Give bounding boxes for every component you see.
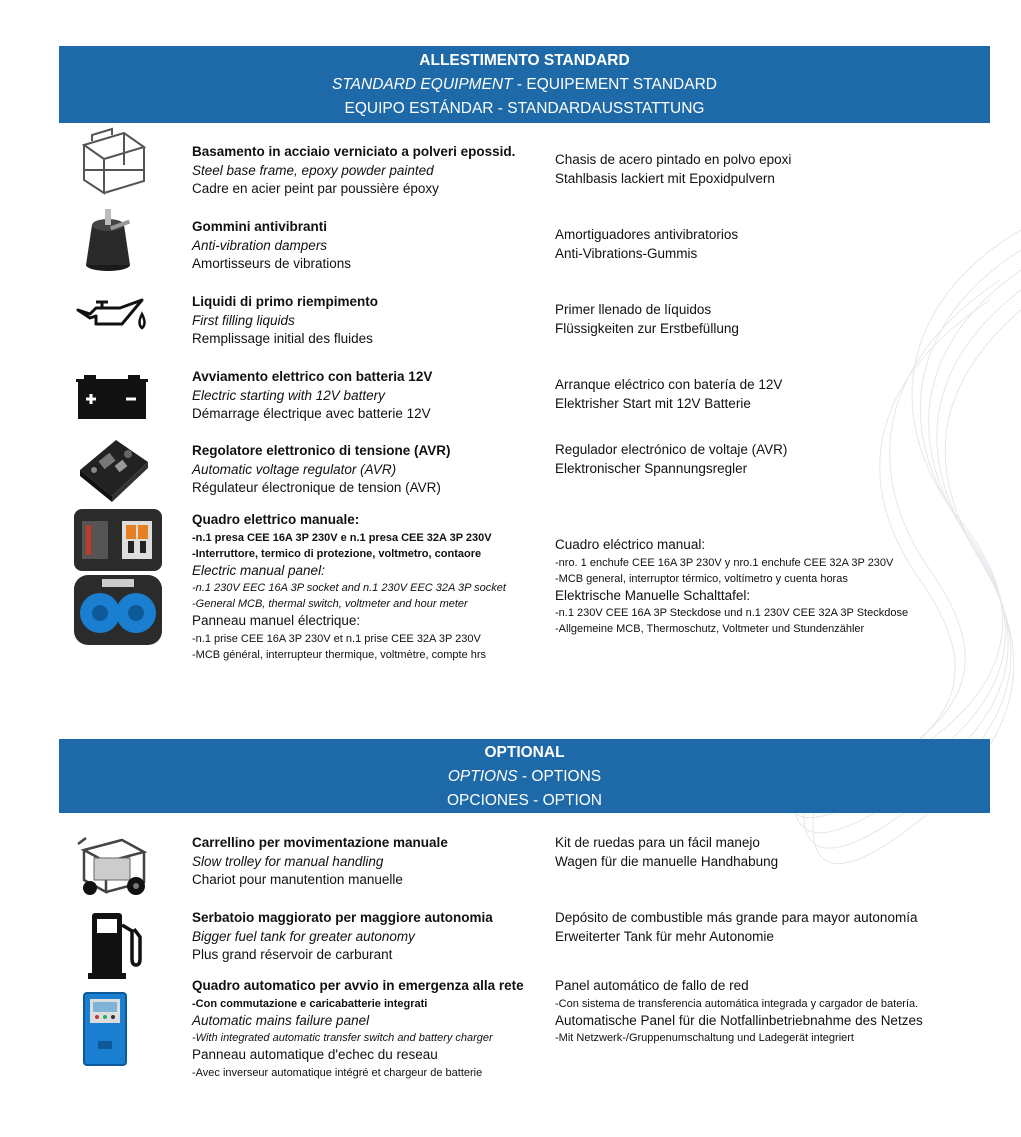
standard-item-en: Steel base frame, epoxy powder painted bbox=[192, 162, 434, 178]
trolley-frame-icon bbox=[72, 830, 152, 902]
optional-title-en: OPTIONS bbox=[447, 768, 518, 785]
standard-title-it: ALLESTIMENTO STANDARD bbox=[419, 52, 630, 69]
panel-spec-fr-2: -MCB général, interrupteur thermique, voltmètre, compte hrs bbox=[192, 648, 487, 661]
panel-spec-it-2: -Interruttore, termico di protezione, voltmetro, contaore bbox=[192, 547, 482, 560]
optional-banner bbox=[59, 739, 990, 813]
manual-panel-icon bbox=[72, 507, 164, 647]
standard-title-fr: - EQUIPEMENT STANDARD bbox=[512, 76, 717, 93]
panel-title-fr: Panneau manuel électrique: bbox=[192, 613, 361, 628]
optional-item-de: Wagen für die manuelle Handhabung bbox=[555, 853, 779, 869]
amf-spec-fr: -Avec inverseur automatique intégré et chargeur de batterie bbox=[192, 1066, 483, 1079]
standard-item-it: Regolatore elettronico di tensione (AVR) bbox=[192, 443, 451, 458]
panel-title-it: Quadro elettrico manuale: bbox=[192, 512, 360, 527]
standard-title-en: STANDARD EQUIPMENT bbox=[332, 76, 513, 93]
optional-title-es-de: OPCIONES - OPTION bbox=[446, 792, 602, 809]
amf-spec-es: -Con sistema de transferencia automática integrada y cargador de batería. bbox=[555, 997, 919, 1010]
standard-item-fr: Amortisseurs de vibrations bbox=[192, 256, 352, 271]
standard-item-it: Basamento in acciaio verniciato a polveri epossid. bbox=[192, 144, 516, 159]
standard-item-fr: Cadre en acier peint par poussière époxy bbox=[192, 181, 439, 196]
amf-title-fr: Panneau automatique d'echec du reseau bbox=[192, 1047, 438, 1062]
panel-title-de: Elektrische Manuelle Schalttafel: bbox=[555, 587, 751, 603]
standard-item-es: Arranque eléctrico con batería de 12V bbox=[555, 377, 783, 392]
standard-item-de: Flüssigkeiten zur Erstbefüllung bbox=[555, 320, 739, 336]
battery-icon bbox=[72, 367, 152, 422]
standard-item-de: Stahlbasis lackiert mit Epoxidpulvern bbox=[555, 170, 775, 186]
optional-item-es: Depósito de combustible más grande para mayor autonomía bbox=[555, 910, 918, 925]
standard-item-fr: Remplissage initial des fluides bbox=[192, 331, 373, 346]
panel-title-es: Cuadro eléctrico manual: bbox=[555, 537, 706, 552]
optional-title-it: OPTIONAL bbox=[484, 744, 565, 761]
standard-title-en-fr bbox=[59, 73, 990, 97]
oil-can-icon bbox=[72, 290, 152, 345]
standard-item-de: Elektronischer Spannungsregler bbox=[555, 460, 748, 476]
anti-vibration-damper-icon bbox=[72, 205, 152, 275]
standard-title-es-de: EQUIPO ESTÁNDAR - STANDARDAUSSTATTUNG bbox=[344, 100, 705, 117]
fuel-pump-icon bbox=[72, 909, 152, 981]
standard-item-es: Chasis de acero pintado en polvo epoxi bbox=[555, 152, 792, 167]
standard-item-fr: Démarrage électrique avec batterie 12V bbox=[192, 406, 431, 421]
standard-item-it: Gommini antivibranti bbox=[192, 219, 328, 234]
standard-item-de: Anti-Vibrations-Gummis bbox=[555, 245, 698, 261]
optional-item-en: Bigger fuel tank for greater autonomy bbox=[192, 928, 415, 944]
optional-item-fr: Chariot pour manutention manuelle bbox=[192, 872, 403, 887]
standard-item-es: Amortiguadores antivibratorios bbox=[555, 227, 739, 242]
panel-spec-de-2: -Allgemeine MCB, Thermoschutz, Voltmeter und Stundenzähler bbox=[555, 623, 865, 635]
standard-equipment-banner bbox=[59, 46, 990, 123]
panel-title-en: Electric manual panel: bbox=[192, 562, 325, 578]
optional-item-en: Slow trolley for manual handling bbox=[192, 853, 384, 869]
optional-item-de: Erweiterter Tank für mehr Autonomie bbox=[555, 928, 774, 944]
amf-title-de: Automatische Panel für die Notfallinbetriebnahme des Netzes bbox=[555, 1012, 923, 1028]
standard-item-en: First filling liquids bbox=[192, 312, 295, 328]
optional-title-en-fr bbox=[59, 765, 990, 789]
standard-item-fr: Régulateur électronique de tension (AVR) bbox=[192, 480, 441, 495]
amf-spec-de: -Mit Netzwerk-/Gruppenumschaltung und Ladegerät integriert bbox=[555, 1032, 854, 1044]
optional-item-it: Serbatoio maggiorato per maggiore autonomia bbox=[192, 910, 493, 925]
automatic-panel-icon bbox=[80, 989, 130, 1069]
panel-spec-fr-1: -n.1 prise CEE 16A 3P 230V et n.1 prise CEE 32A 3P 230V bbox=[192, 632, 481, 645]
standard-item-it: Liquidi di primo riempimento bbox=[192, 294, 379, 309]
amf-title-it: Quadro automatico per avvio in emergenza alla rete bbox=[192, 978, 524, 993]
optional-item-it: Carrellino per movimentazione manuale bbox=[192, 835, 448, 850]
steel-frame-icon bbox=[72, 125, 152, 195]
standard-item-es: Primer llenado de líquidos bbox=[555, 302, 712, 317]
avr-circuit-board-icon bbox=[72, 432, 152, 502]
optional-item-es: Kit de ruedas para un fácil manejo bbox=[555, 835, 760, 850]
amf-title-en: Automatic mains failure panel bbox=[192, 1012, 370, 1028]
amf-spec-en: -With integrated automatic transfer switch and battery charger bbox=[192, 1032, 493, 1044]
optional-item-fr: Plus grand réservoir de carburant bbox=[192, 947, 393, 962]
panel-spec-en-2: -General MCB, thermal switch, voltmeter and hour meter bbox=[192, 598, 468, 610]
panel-spec-es-1: -nro. 1 enchufe CEE 16A 3P 230V y nro.1 enchufe CEE 32A 3P 230V bbox=[555, 556, 894, 569]
amf-title-es: Panel automático de fallo de red bbox=[555, 978, 749, 993]
panel-spec-es-2: -MCB general, interruptor térmico, voltímetro y cuenta horas bbox=[555, 572, 848, 585]
standard-item-de: Elektrisher Start mit 12V Batterie bbox=[555, 395, 751, 411]
standard-item-en: Anti-vibration dampers bbox=[192, 237, 328, 253]
panel-spec-de-1: -n.1 230V CEE 16A 3P Steckdose und n.1 230V CEE 32A 3P Steckdose bbox=[555, 607, 909, 619]
standard-item-it: Avviamento elettrico con batteria 12V bbox=[192, 369, 433, 384]
standard-item-es: Regulador electrónico de voltaje (AVR) bbox=[555, 442, 788, 457]
standard-item-en: Electric starting with 12V battery bbox=[192, 387, 385, 403]
amf-spec-it: -Con commutazione e caricabatterie integrati bbox=[192, 997, 428, 1010]
panel-spec-en-1: -n.1 230V EEC 16A 3P socket and n.1 230V EEC 32A 3P socket bbox=[192, 582, 506, 594]
panel-spec-it-1: -n.1 presa CEE 16A 3P 230V e n.1 presa CEE 32A 3P 230V bbox=[192, 531, 492, 544]
optional-title-fr: - OPTIONS bbox=[517, 768, 602, 785]
standard-item-en: Automatic voltage regulator (AVR) bbox=[192, 461, 397, 477]
